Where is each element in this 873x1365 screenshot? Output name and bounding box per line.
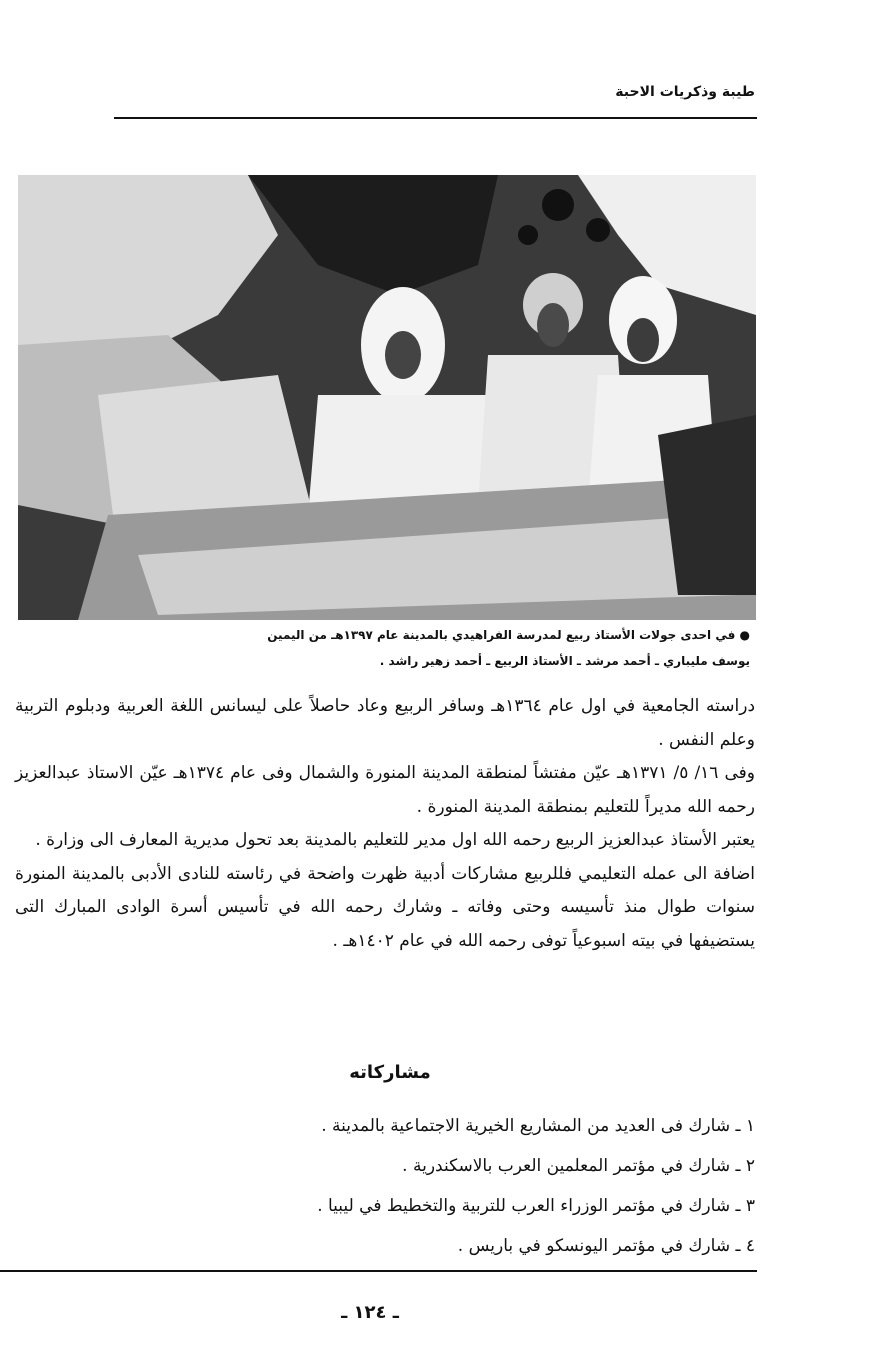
list-item: ١ ـ شارك فى العديد من المشاريع الخيرية الاجتماعية بالمدينة .: [321, 1116, 755, 1136]
photo-illustration: [18, 175, 756, 620]
photo-caption-line2: يوسف مليباري ـ أحمد مرشد ـ الأستاذ الربيع ـ أحمد زهير راشد .: [379, 654, 750, 668]
participation-list: [35, 1106, 755, 1266]
page-number: ـ ١٢٤ ـ: [341, 1302, 399, 1323]
paragraph: وفى ١٦/ ٥/ ١٣٧١هـ عيّن مفتشاً لمنطقة المدينة المنورة والشمال وفى عام ١٣٧٤هـ عيّن الاستاذ عبدالعزيز رحمه الله مديراً للتعليم بمنطقة المدينة المنورة .: [15, 763, 755, 817]
body-text: [15, 690, 755, 958]
photo-caption-line1: [150, 628, 750, 642]
list-item: ٣ ـ شارك في مؤتمر الوزراء العرب للتربية والتخطيط في ليبيا .: [317, 1196, 755, 1216]
caption-bullet: ●: [739, 628, 750, 642]
list-item: ٢ ـ شارك في مؤتمر المعلمين العرب بالاسكندرية .: [402, 1156, 755, 1176]
footer-rule: [0, 1270, 757, 1272]
paragraph: اضافة الى عمله التعليمي فللربيع مشاركات أدبية ظهرت واضحة في رئاسته للنادى الأدبى بالمدينة المنورة سنوات طوال منذ تأسيسه وحتى وفاته ـ وشارك رحمه الله في تأسيس أسرة الوادى المبارك التى يستضيفها في بيته اسبوعياً توفى رحمه الله في عام ١٤٠٢هـ .: [15, 863, 756, 951]
photograph: [18, 175, 756, 620]
header-rule: [114, 117, 757, 119]
section-title: مشاركاته: [349, 1062, 431, 1083]
running-title: طيبة وذكريات الاحبة: [615, 84, 755, 100]
caption-text-1: في احدى جولات الأستاذ ربيع لمدرسة الفراهيدي بالمدينة عام ١٣٩٧هـ من اليمين: [267, 628, 736, 642]
list-item: ٤ ـ شارك في مؤتمر اليونسكو في باريس .: [457, 1236, 755, 1256]
paragraph: يعتبر الأستاذ عبدالعزيز الربيع رحمه الله اول مدير للتعليم بالمدينة بعد تحول مديرية المعارف الى وزارة .: [35, 830, 755, 850]
paragraph: دراسته الجامعية في اول عام ١٣٦٤هـ وسافر الربيع وعاد حاصلاً على ليسانس اللغة العربية ودبلوم التربية وعلم النفس .: [15, 696, 756, 750]
